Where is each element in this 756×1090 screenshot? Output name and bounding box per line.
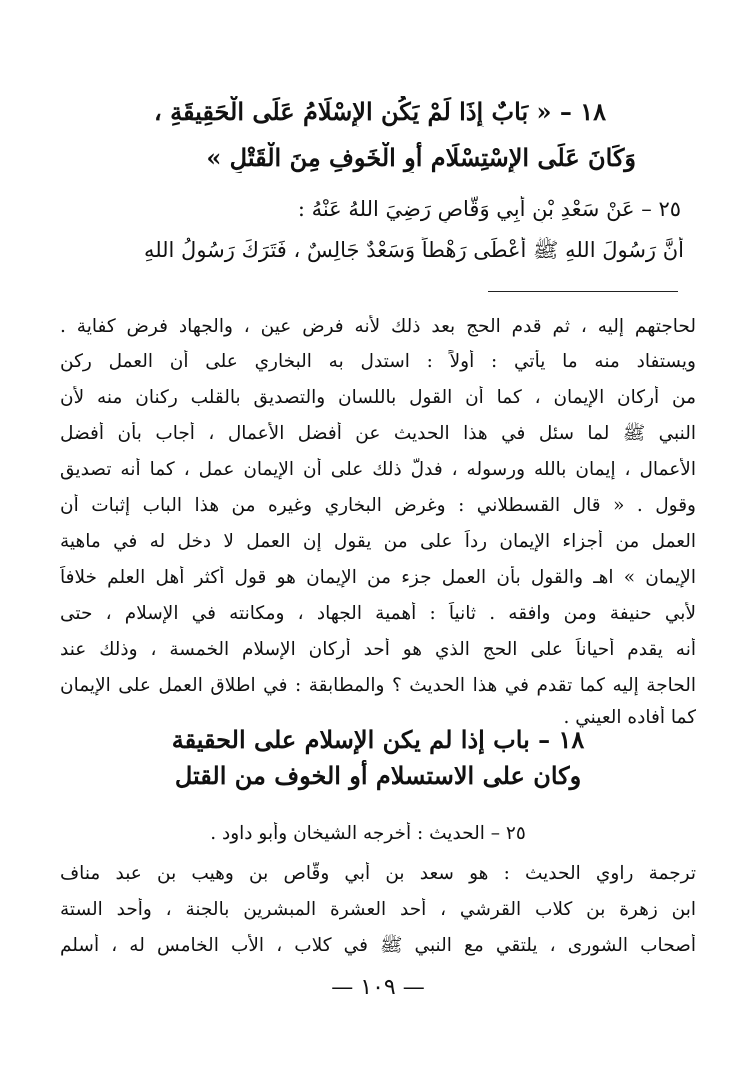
commentary-line: وقول . « قال القسطلاني : وغرض البخاري وغيره من هذا الباب إثبات أن (60, 495, 696, 516)
commentary-line: النبي ﷺ لما سئل في هذا الحديث عن أفضل الأعمال ، أجاب بأن أفضل (60, 423, 696, 444)
sub-heading-line-1: ١٨ – باب إذا لم يكن الإسلام على الحقيقة (171, 725, 585, 754)
narrator-bio-line: ابن زهرة بن كلاب القرشي ، أحد العشرة المبشرين بالجنة ، وأحد الستة (60, 899, 696, 920)
commentary-line: العمل من أجزاء الإيمان رداً على من يقول إن العمل لا دخل له في ماهية (60, 531, 696, 552)
commentary-line: أنه يقدم أحياناً على الحج الذي هو أحد أركان الإسلام الخمسة ، وذلك عند (60, 639, 696, 660)
commentary-line: الإيمان » اهـ والقول بأن العمل جزء من الإيمان هو قول أكثر أهل العلم خلافاً (60, 567, 696, 588)
hadith-source: ٢٥ – الحديث : أخرجه الشيخان وأبو داود . (210, 823, 526, 844)
commentary-line: لحاجتهم إليه ، ثم قدم الحج بعد ذلك لأنه فرض عين ، والجهاد فرض كفاية . (60, 316, 696, 337)
commentary-line: الحاجة إليه كما تقدم في هذا الحديث ؟ والمطابقة : في اطلاق العمل على الإيمان (60, 675, 696, 696)
hadith-matn: أَنَّ رَسُولَ اللهِ ﷺ أَعْطَى رَهْطاً وَسَعْدٌ جَالِسٌ ، فَتَرَكَ رَسُولُ اللهِ (143, 238, 684, 262)
page-number: — ١٠٩ — (331, 975, 425, 1000)
footnote-separator (488, 291, 678, 292)
commentary-line: الأعمال ، إيمان بالله ورسوله ، فدلّ ذلك على أن الإيمان عمل ، كما أنه تصديق (60, 459, 696, 480)
commentary-line: كما أفاده العيني . (563, 707, 696, 728)
narrator-bio-line: أصحاب الشورى ، يلتقي مع النبي ﷺ في كلاب ، الأب الخامس له ، أسلم (60, 935, 696, 956)
narrator-bio-line: ترجمة راوي الحديث : هو سعد بن أبي وقّاص بن وهيب بن عبد مناف (60, 863, 696, 884)
commentary-line: من أركان الإيمان ، كما أن القول باللسان والتصديق بالقلب ركنان منه لأن (60, 387, 696, 408)
commentary-line: لأبي حنيفة ومن وافقه . ثانياً : أهمية الجهاد ، ومكانته في الإسلام ، حتى (60, 603, 696, 624)
hadith-isnad: ٢٥ – عَنْ سَعْدِ بْنِ أَبِي وَقَّاصٍ رَضِيَ اللهُ عَنْهُ : (297, 197, 681, 221)
chapter-heading-line-2: وَكَانَ عَلَى الإِسْتِسْلَامِ أَوِ الْخَوفِ مِنَ الْقَتْلِ » (206, 143, 636, 172)
commentary-line: ويستفاد منه ما يأتي : أولاً : استدل به البخاري على أن العمل ركن (60, 351, 696, 372)
chapter-heading-line-1: ١٨ – « بَابٌ إِذَا لَمْ يَكُنِ الإِسْلَامُ عَلَى الْحَقِيقَةِ ، (154, 97, 606, 126)
sub-heading-line-2: وكان على الاستسلام أو الخوف من القتل (174, 761, 582, 790)
